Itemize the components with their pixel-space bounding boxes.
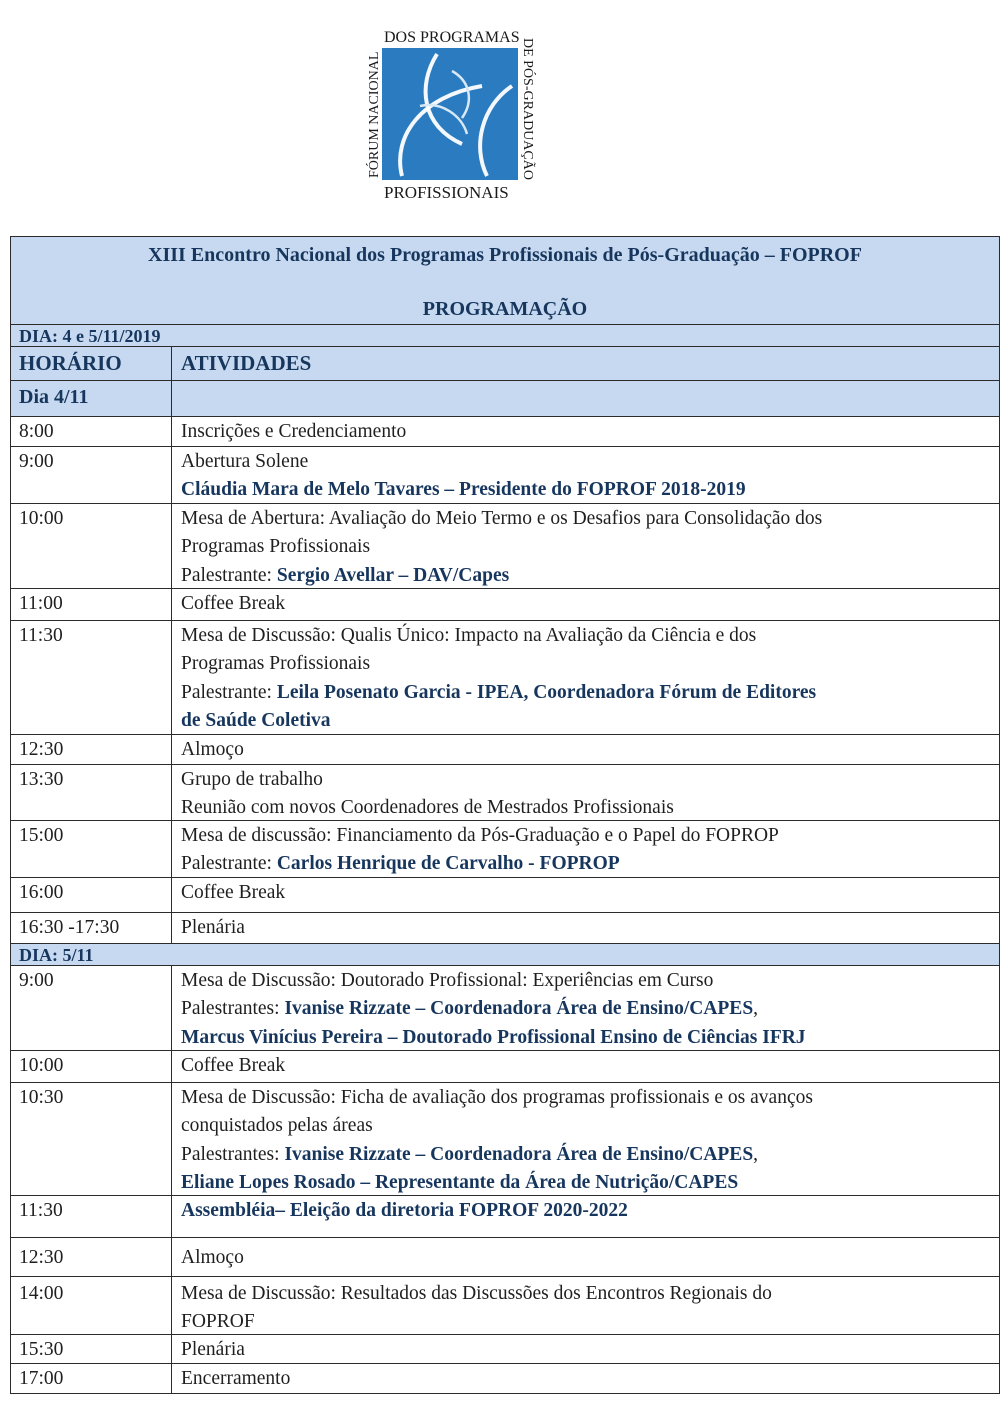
schedule-row <box>11 913 999 944</box>
row-time: 12:30 <box>19 739 64 760</box>
row-time: 16:30 -17:30 <box>19 917 120 938</box>
schedule-row <box>11 1364 999 1393</box>
row-time: 10:00 <box>19 508 64 529</box>
row-activity: Inscrições e Credenciamento <box>181 421 407 442</box>
logo-square <box>382 48 518 180</box>
foprof-logo <box>362 26 544 204</box>
speaker-prefix: Palestrantes: <box>181 998 285 1020</box>
row-activity: Mesa de discussão: Financiamento da Pós-Graduação e o Papel do FOPROP <box>181 825 779 846</box>
logo-bottom-text: PROFISSIONAIS <box>384 183 509 202</box>
row-time: 15:00 <box>19 825 64 846</box>
row-activity: Mesa de Discussão: Qualis Único: Impacto na Avaliação da Ciência e dos <box>181 625 757 646</box>
schedule-row <box>11 878 999 913</box>
dates-row: DIA: 4 e 5/11/2019 <box>11 325 999 347</box>
row-activity: Mesa de Discussão: Ficha de avaliação dos programas profissionais e os avanços <box>181 1087 813 1108</box>
activities-column-header: ATIVIDADES <box>181 351 312 375</box>
row-time: 11:30 <box>19 625 63 646</box>
row-activity: Programas Profissionais <box>181 653 371 675</box>
row-time: 8:00 <box>19 421 54 442</box>
row-activity: Abertura Solene <box>181 451 309 472</box>
row-activity: Assembléia– Eleição da diretoria FOPROF 2020-2022 <box>181 1200 628 1221</box>
row-speaker: Leila Posenato Garcia - IPEA, Coordenadora Fórum de Editores <box>276 681 817 703</box>
schedule-row <box>11 447 999 504</box>
row-speaker: Sergio Avellar – DAV/Capes <box>276 564 510 586</box>
schedule-row <box>11 621 999 735</box>
row-time: 15:30 <box>19 1339 64 1360</box>
schedule-row <box>11 589 999 621</box>
program-heading: PROGRAMAÇÃO <box>422 298 588 320</box>
schedule-row <box>11 966 999 1051</box>
row-time: 12:30 <box>19 1247 64 1268</box>
schedule-row <box>11 1196 999 1238</box>
row-time: 9:00 <box>19 451 54 472</box>
row-speaker: Carlos Henrique de Carvalho - FOPROP <box>276 853 620 875</box>
schedule-row <box>11 504 999 589</box>
row-activity: Almoço <box>181 1247 244 1268</box>
schedule-row <box>11 1051 999 1083</box>
row-time: 11:30 <box>19 1200 63 1221</box>
column-header-row <box>11 347 999 381</box>
row-activity: conquistados pelas áreas <box>181 1115 373 1137</box>
row-speaker-2: Eliane Lopes Rosado – Representante da Área de Nutrição/CAPES <box>181 1171 739 1193</box>
logo-left-text: FÓRUM NACIONAL <box>367 51 382 178</box>
row-speaker: Ivanise Rizzate – Coordenadora Área de Ensino/CAPES <box>284 998 754 1020</box>
logo-right-text: DE PÓS-GRADUAÇÃO <box>520 38 535 180</box>
row-activity: Grupo de trabalho <box>181 769 323 790</box>
table-title <box>11 237 999 325</box>
row-speaker: Ivanise Rizzate – Coordenadora Área de Ensino/CAPES <box>284 1143 754 1165</box>
row-speaker-cont: de Saúde Coletiva <box>181 709 331 731</box>
row-activity: Mesa de Abertura: Avaliação do Meio Termo e os Desafios para Consolidação dos <box>181 508 823 529</box>
row-time: 10:00 <box>19 1055 64 1076</box>
speaker-prefix: Palestrante: <box>181 564 277 586</box>
row-activity: Mesa de Discussão: Resultados das Discussões dos Encontros Regionais do <box>181 1283 772 1304</box>
speaker-prefix: Palestrantes: <box>181 1143 285 1165</box>
schedule-row <box>11 821 999 878</box>
schedule-row <box>11 765 999 821</box>
speaker-suffix: , <box>753 998 759 1020</box>
row-speaker-2: Marcus Vinícius Pereira – Doutorado Profissional Ensino de Ciências IFRJ <box>181 1026 806 1048</box>
row-activity: Almoço <box>181 739 244 760</box>
day1-header-row <box>11 381 999 417</box>
row-activity: Programas Profissionais <box>181 536 371 558</box>
row-time: 16:00 <box>19 882 64 903</box>
schedule-row <box>11 1277 999 1335</box>
row-activity: Encerramento <box>181 1368 291 1389</box>
row-activity: Coffee Break <box>181 1055 286 1076</box>
day1-label: Dia 4/11 <box>11 381 172 416</box>
schedule-row <box>11 1335 999 1364</box>
schedule-row <box>11 1083 999 1196</box>
row-activity: Plenária <box>181 917 245 938</box>
row-activity: Plenária <box>181 1339 245 1360</box>
row-speaker: Cláudia Mara de Melo Tavares – Presidente do FOPROF 2018-2019 <box>181 479 746 501</box>
row-activity: Reunião com novos Coordenadores de Mestrados Profissionais <box>181 797 674 819</box>
speaker-prefix: Palestrante: <box>181 681 277 703</box>
row-activity: Coffee Break <box>181 882 286 903</box>
row-time: 11:00 <box>19 593 63 614</box>
time-column-header: HORÁRIO <box>11 347 172 380</box>
speaker-prefix: Palestrante: <box>181 853 277 875</box>
row-time: 17:00 <box>19 1368 64 1389</box>
row-time: 13:30 <box>19 769 64 790</box>
event-title: XIII Encontro Nacional dos Programas Profissionais de Pós-Graduação – FOPROF <box>148 244 862 266</box>
row-time: 14:00 <box>19 1283 64 1304</box>
schedule-row <box>11 1238 999 1277</box>
program-table <box>10 236 1000 1394</box>
row-activity: Coffee Break <box>181 593 286 614</box>
speaker-suffix: , <box>753 1143 759 1165</box>
logo-top-text: DOS PROGRAMAS <box>384 29 520 46</box>
day2-header-row: DIA: 5/11 <box>11 944 999 966</box>
schedule-row <box>11 735 999 765</box>
schedule-row <box>11 417 999 447</box>
row-time: 10:30 <box>19 1087 64 1108</box>
row-activity: FOPROF <box>181 1311 255 1333</box>
row-activity: Mesa de Discussão: Doutorado Profissional: Experiências em Curso <box>181 970 714 991</box>
row-time: 9:00 <box>19 970 54 991</box>
